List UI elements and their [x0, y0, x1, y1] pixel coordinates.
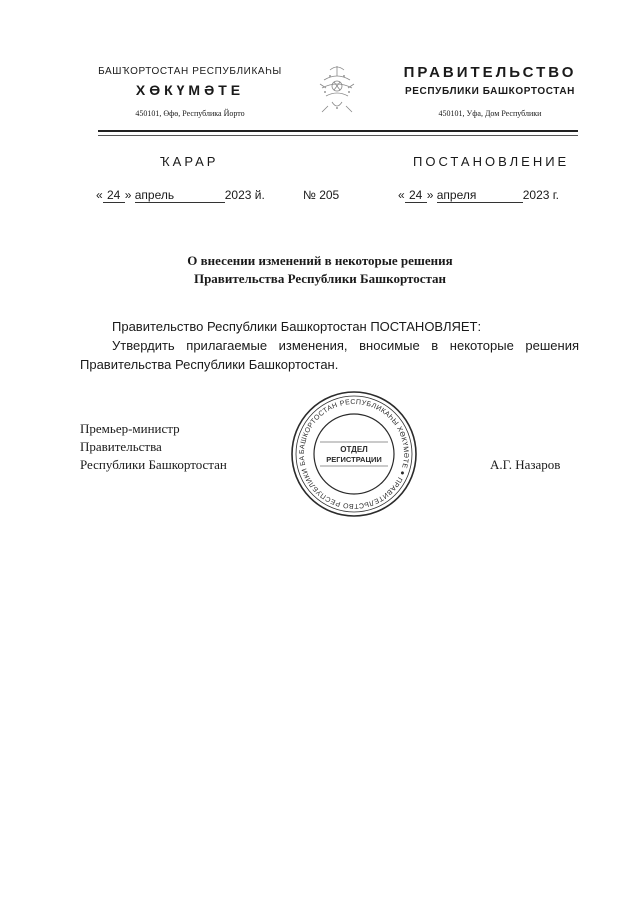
registration-stamp — [290, 390, 418, 518]
date-right-day: 24 — [405, 189, 427, 203]
stamp-center-line2: РЕГИСТРАЦИИ — [326, 455, 382, 464]
date-left-year: 2023 й. — [224, 188, 265, 202]
title-line2: Правительства Республики Башкортостан — [193, 271, 447, 286]
signature-position-line1: Премьер-министр — [80, 421, 180, 436]
date-left — [96, 188, 265, 203]
date-right-year: 2023 г. — [522, 188, 559, 202]
body-para2-line2: Правительства Республики Башкортостан. — [80, 357, 339, 372]
header-right-line2: РЕСПУБЛИКИ БАШКОРТОСТАН — [404, 86, 575, 97]
header-right-line1: ПРАВИТЕЛЬСТВО — [403, 64, 577, 81]
header-right-address: 450101, Уфа, Дом Республики — [438, 109, 542, 118]
stamp-center-line1: ОТДЕЛ — [340, 445, 368, 454]
date-left-open-quote: « — [96, 188, 103, 202]
date-left-close-quote: » — [124, 188, 132, 202]
signature-position-line2: Правительства — [80, 439, 162, 454]
date-right-close-quote: » — [426, 188, 434, 202]
stamp-seal — [290, 390, 418, 518]
date-right-month: апреля — [437, 189, 523, 203]
stamp-ring-text: БАШКОРТОСТАН РЕСПУБЛИКАҺЫ ХӨКҮМӘТЕ ● ПРАВИТЕЛЬСТВО РЕСПУБЛИКИ БА — [298, 398, 410, 510]
signature-position-line3: Республики Башкортостан — [80, 457, 227, 472]
doc-kind-left: ҠАРАР — [160, 154, 219, 169]
emblem-icon — [312, 62, 362, 117]
emblem — [312, 62, 362, 117]
date-right — [398, 188, 559, 203]
header-left-line2: ХӨКҮМӘТЕ — [135, 82, 245, 98]
header-left-address: 450101, Өфө, Республика Йорто — [135, 109, 245, 118]
date-right-open-quote: « — [398, 188, 405, 202]
header-rule-thick — [98, 130, 578, 132]
body-para2-line1: Утвердить прилагаемые изменения, вносимые в некоторые решения — [112, 338, 579, 353]
signature-name: А.Г. Назаров — [490, 457, 561, 472]
title-line1: О внесении изменений в некоторые решения — [187, 253, 453, 268]
doc-kind-right: ПОСТАНОВЛЕНИЕ — [413, 154, 570, 169]
date-left-day: 24 — [103, 189, 125, 203]
header-left-line1: БАШҠОРТОСТАН РЕСПУБЛИКАҺЫ — [98, 66, 282, 77]
date-left-month: апрель — [135, 189, 225, 203]
header-rule-thin — [98, 135, 578, 136]
body-para1: Правительство Республики Башкортостан ПОСТАНОВЛЯЕТ: — [112, 319, 482, 334]
document-title — [0, 252, 640, 288]
signature-position — [80, 420, 227, 474]
document-number: № 205 — [303, 188, 340, 202]
